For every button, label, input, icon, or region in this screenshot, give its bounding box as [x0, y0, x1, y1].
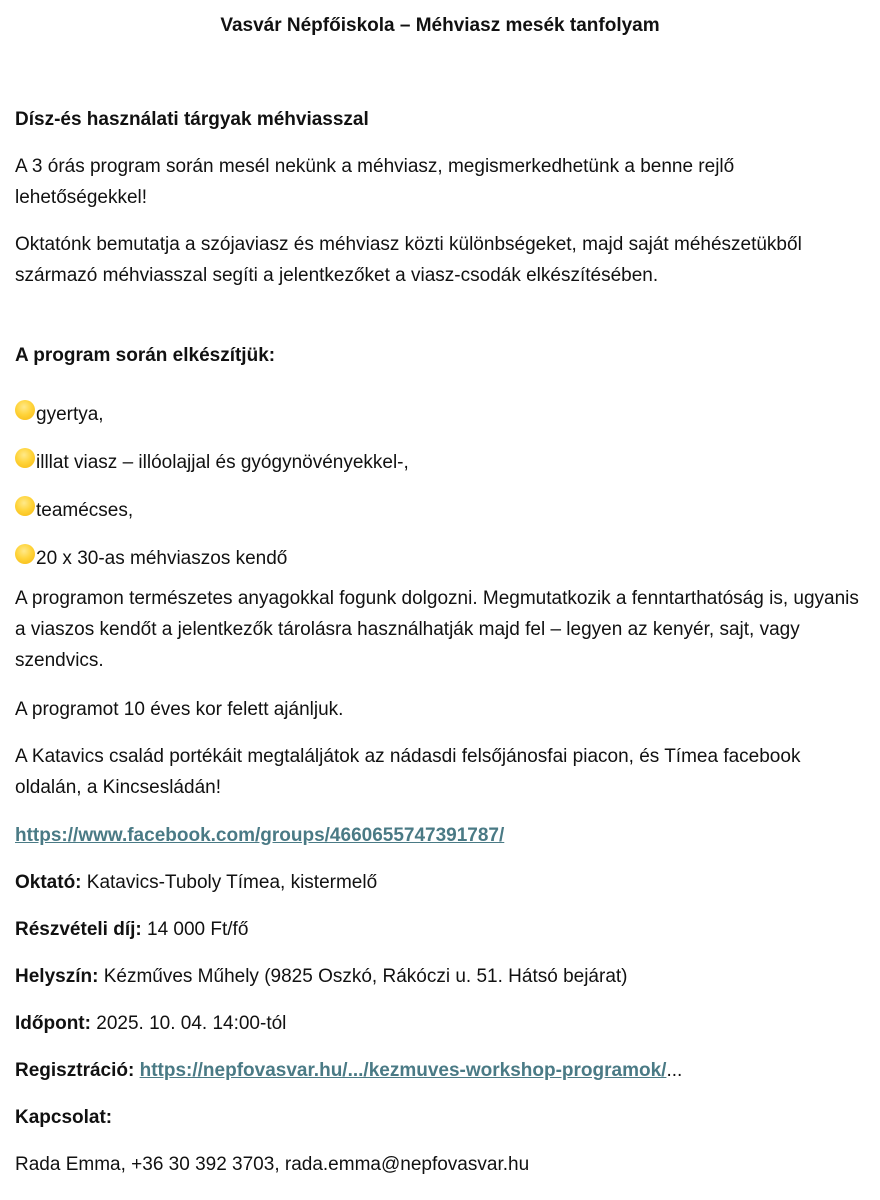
- body-paragraph-age: A programot 10 éves kor felett ajánljuk.: [15, 699, 344, 720]
- location-row: [15, 961, 865, 992]
- facebook-link-row: [15, 820, 865, 851]
- fee-label: Részvételi díj:: [15, 919, 142, 940]
- list-item-label: teamécses,: [36, 499, 134, 521]
- list-item-label: illlat viasz – illóolajjal és gyógynövényekkel-,: [36, 451, 409, 473]
- yellow-circle-icon: [15, 400, 35, 420]
- facebook-group-link[interactable]: https://www.facebook.com/groups/4660655747391787/: [15, 825, 505, 846]
- list-heading: A program során elkészítjük:: [15, 345, 276, 366]
- list-item-label: gyertya,: [36, 403, 104, 425]
- list-item: [15, 486, 865, 534]
- list-item-label: 20 x 30-as méhviaszos kendő: [36, 547, 288, 569]
- time-label: Időpont:: [15, 1013, 91, 1034]
- instructor-label: Oktató:: [15, 872, 82, 893]
- yellow-circle-icon: [15, 448, 35, 468]
- instructor-value: Katavics-Tuboly Tímea, kistermelő: [81, 872, 378, 893]
- intro-paragraph-1: A 3 órás program során mesél nekünk a méhviasz, megismerkedhetünk a benne rejlő lehetőségekkel!: [15, 156, 735, 208]
- fee-row: [15, 914, 865, 945]
- list: [15, 390, 865, 582]
- body-paragraph-market: A Katavics család portékáit megtaláljátok az nádasdi felsőjánosfai piacon, és Tímea facebook oldalán, a Kincsesládán!: [15, 746, 801, 798]
- contact-label: Kapcsolat:: [15, 1107, 113, 1128]
- registration-label: Regisztráció:: [15, 1060, 135, 1081]
- list-item: [15, 390, 865, 438]
- yellow-circle-icon: [15, 544, 35, 564]
- page-title: Vasvár Népfőiskola – Méhviasz mesék tanfolyam: [220, 15, 660, 36]
- registration-ellipsis: ...: [666, 1060, 683, 1081]
- time-row: [15, 1008, 865, 1039]
- contact-value: Rada Emma, +36 30 392 3703, rada.emma@nepfovasvar.hu: [15, 1154, 530, 1175]
- intro-paragraph-2: Oktatónk bemutatja a szójaviasz és méhviasz közti különbségeket, majd saját méhészetükből származó méhviasszal segíti a jelentkezőket a viasz-csodák elkészítésében.: [15, 234, 802, 286]
- registration-link[interactable]: https://nepfovasvar.hu/.../kezmuves-workshop-programok/: [139, 1060, 667, 1081]
- registration-row: [15, 1055, 865, 1086]
- instructor-row: [15, 867, 865, 898]
- yellow-circle-icon: [15, 496, 35, 516]
- body-paragraph-materials: A programon természetes anyagokkal fogunk dolgozni. Megmutatkozik a fenntarthatóság is, ugyanis a viaszos kendőt a jelentkezők tárolásra használhatják majd fel – legyen az kenyér, sajt, vagy szendvics.: [15, 588, 859, 671]
- post-subtitle: Dísz-és használati tárgyak méhviasszal: [15, 109, 369, 130]
- list-item: [15, 438, 865, 486]
- fee-value: 14 000 Ft/fő: [141, 919, 249, 940]
- location-value: Kézműves Műhely (9825 Oszkó, Rákóczi u. 51. Hátsó bejárat): [98, 966, 628, 987]
- list-item: [15, 534, 865, 582]
- time-value: 2025. 10. 04. 14:00-tól: [90, 1013, 287, 1034]
- location-label: Helyszín:: [15, 966, 99, 987]
